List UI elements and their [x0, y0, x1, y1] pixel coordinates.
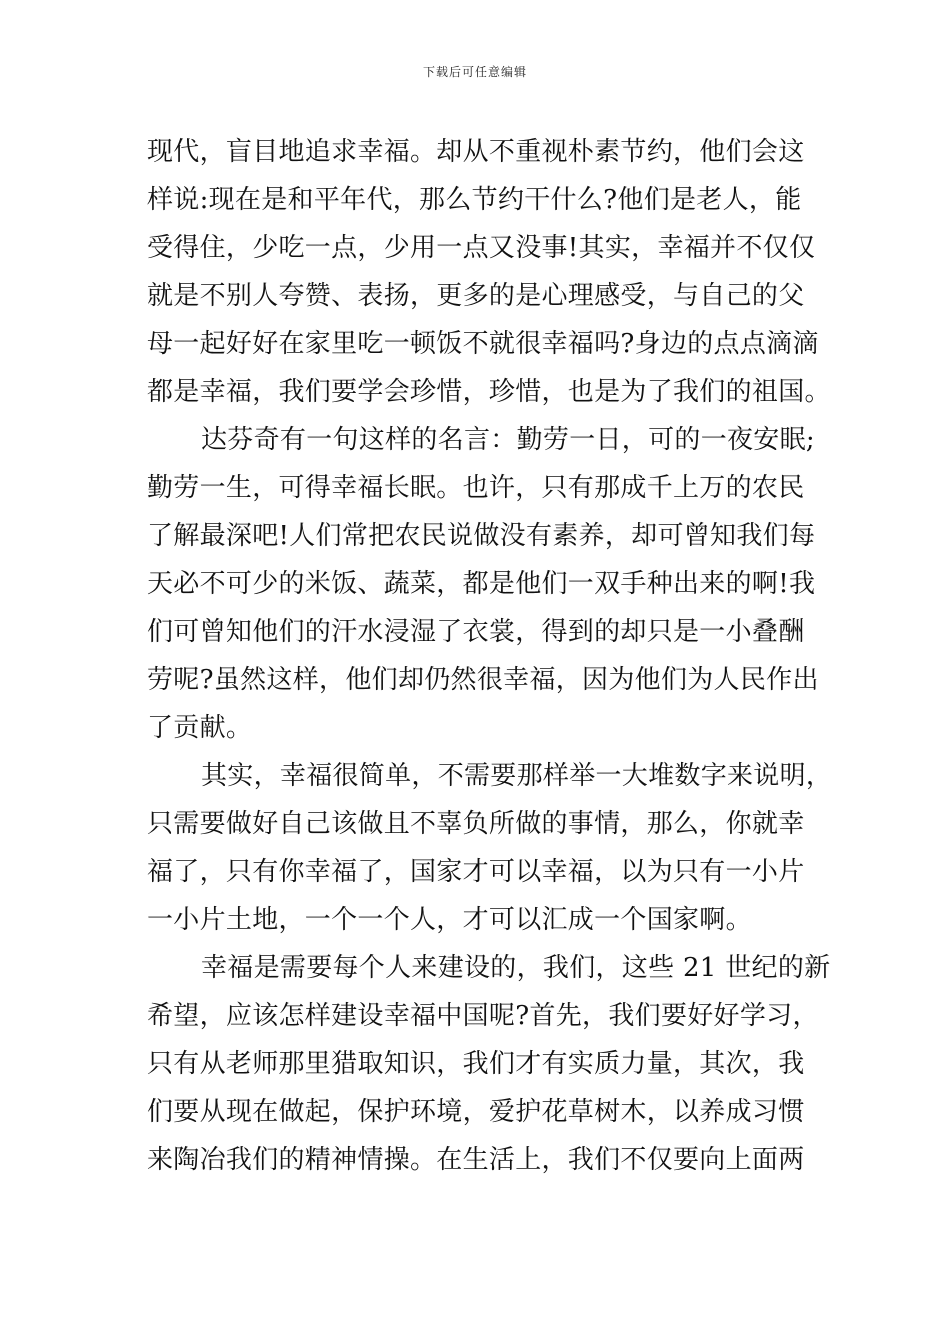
- text-line: 达芬奇有一句这样的名言：勤劳一日，可的一夜安眠;: [201, 425, 815, 455]
- page-header: 下载后可任意编辑: [422, 65, 527, 79]
- text-line: 勤劳一生，可得幸福长眠。也许，只有那成千上万的农民: [147, 473, 805, 503]
- text-line: 了解最深吧!人们常把农民说做没有素养，却可曾知我们每: [147, 521, 816, 551]
- text-line: 就是不别人夸赞、表扬，更多的是心理感受，与自己的父: [147, 281, 805, 311]
- text-line: 受得住，少吃一点，少用一点又没事!其实，幸福并不仅仅: [147, 233, 816, 263]
- text-line: 都是幸福，我们要学会珍惜，珍惜，也是为了我们的祖国。: [147, 377, 831, 407]
- paragraph-1: [147, 128, 831, 416]
- document-body: [147, 128, 833, 1184]
- text-line: 其实，幸福很简单，不需要那样举一大堆数字来说明，: [201, 761, 833, 791]
- text-line: 了贡献。: [147, 713, 253, 743]
- text-line: 们要从现在做起，保护环境，爱护花草树木，以养成习惯: [147, 1097, 805, 1127]
- text-line: 一小片土地，一个一个人，才可以汇成一个国家啊。: [147, 905, 752, 935]
- text-line: 来陶冶我们的精神情操。在生活上，我们不仅要向上面两: [147, 1145, 805, 1175]
- paragraph-2: [147, 416, 819, 752]
- text-line: 希望，应该怎样建设幸福中国呢?首先，我们要好好学习，: [147, 1001, 819, 1031]
- text-line: 福了，只有你幸福了，国家才可以幸福，以为只有一小片: [147, 857, 805, 887]
- paragraph-4: [147, 944, 831, 1184]
- text-line: 母一起好好在家里吃一顿饭不就很幸福吗?身边的点点滴滴: [147, 329, 819, 359]
- text-line: 只需要做好自己该做且不辜负所做的事情，那么，你就幸: [147, 809, 805, 839]
- text-line: 天必不可少的米饭、蔬菜，都是他们一双手种出来的啊!我: [147, 569, 816, 599]
- text-line: 现代，盲目地追求幸福。却从不重视朴素节约，他们会这: [147, 137, 805, 167]
- text-line: 只有从老师那里猎取知识，我们才有实质力量，其次，我: [147, 1049, 805, 1079]
- paragraph-3: [147, 752, 833, 944]
- text-line: 们可曾知他们的汗水浸湿了衣裳，得到的却只是一小叠酬: [147, 617, 805, 647]
- text-line: 幸福是需要每个人来建设的，我们，这些 21 世纪的新: [201, 953, 831, 983]
- text-line: 劳呢?虽然这样，他们却仍然很幸福，因为他们为人民作出: [147, 665, 819, 695]
- text-line: 样说:现在是和平年代，那么节约干什么?他们是老人，能: [147, 185, 802, 215]
